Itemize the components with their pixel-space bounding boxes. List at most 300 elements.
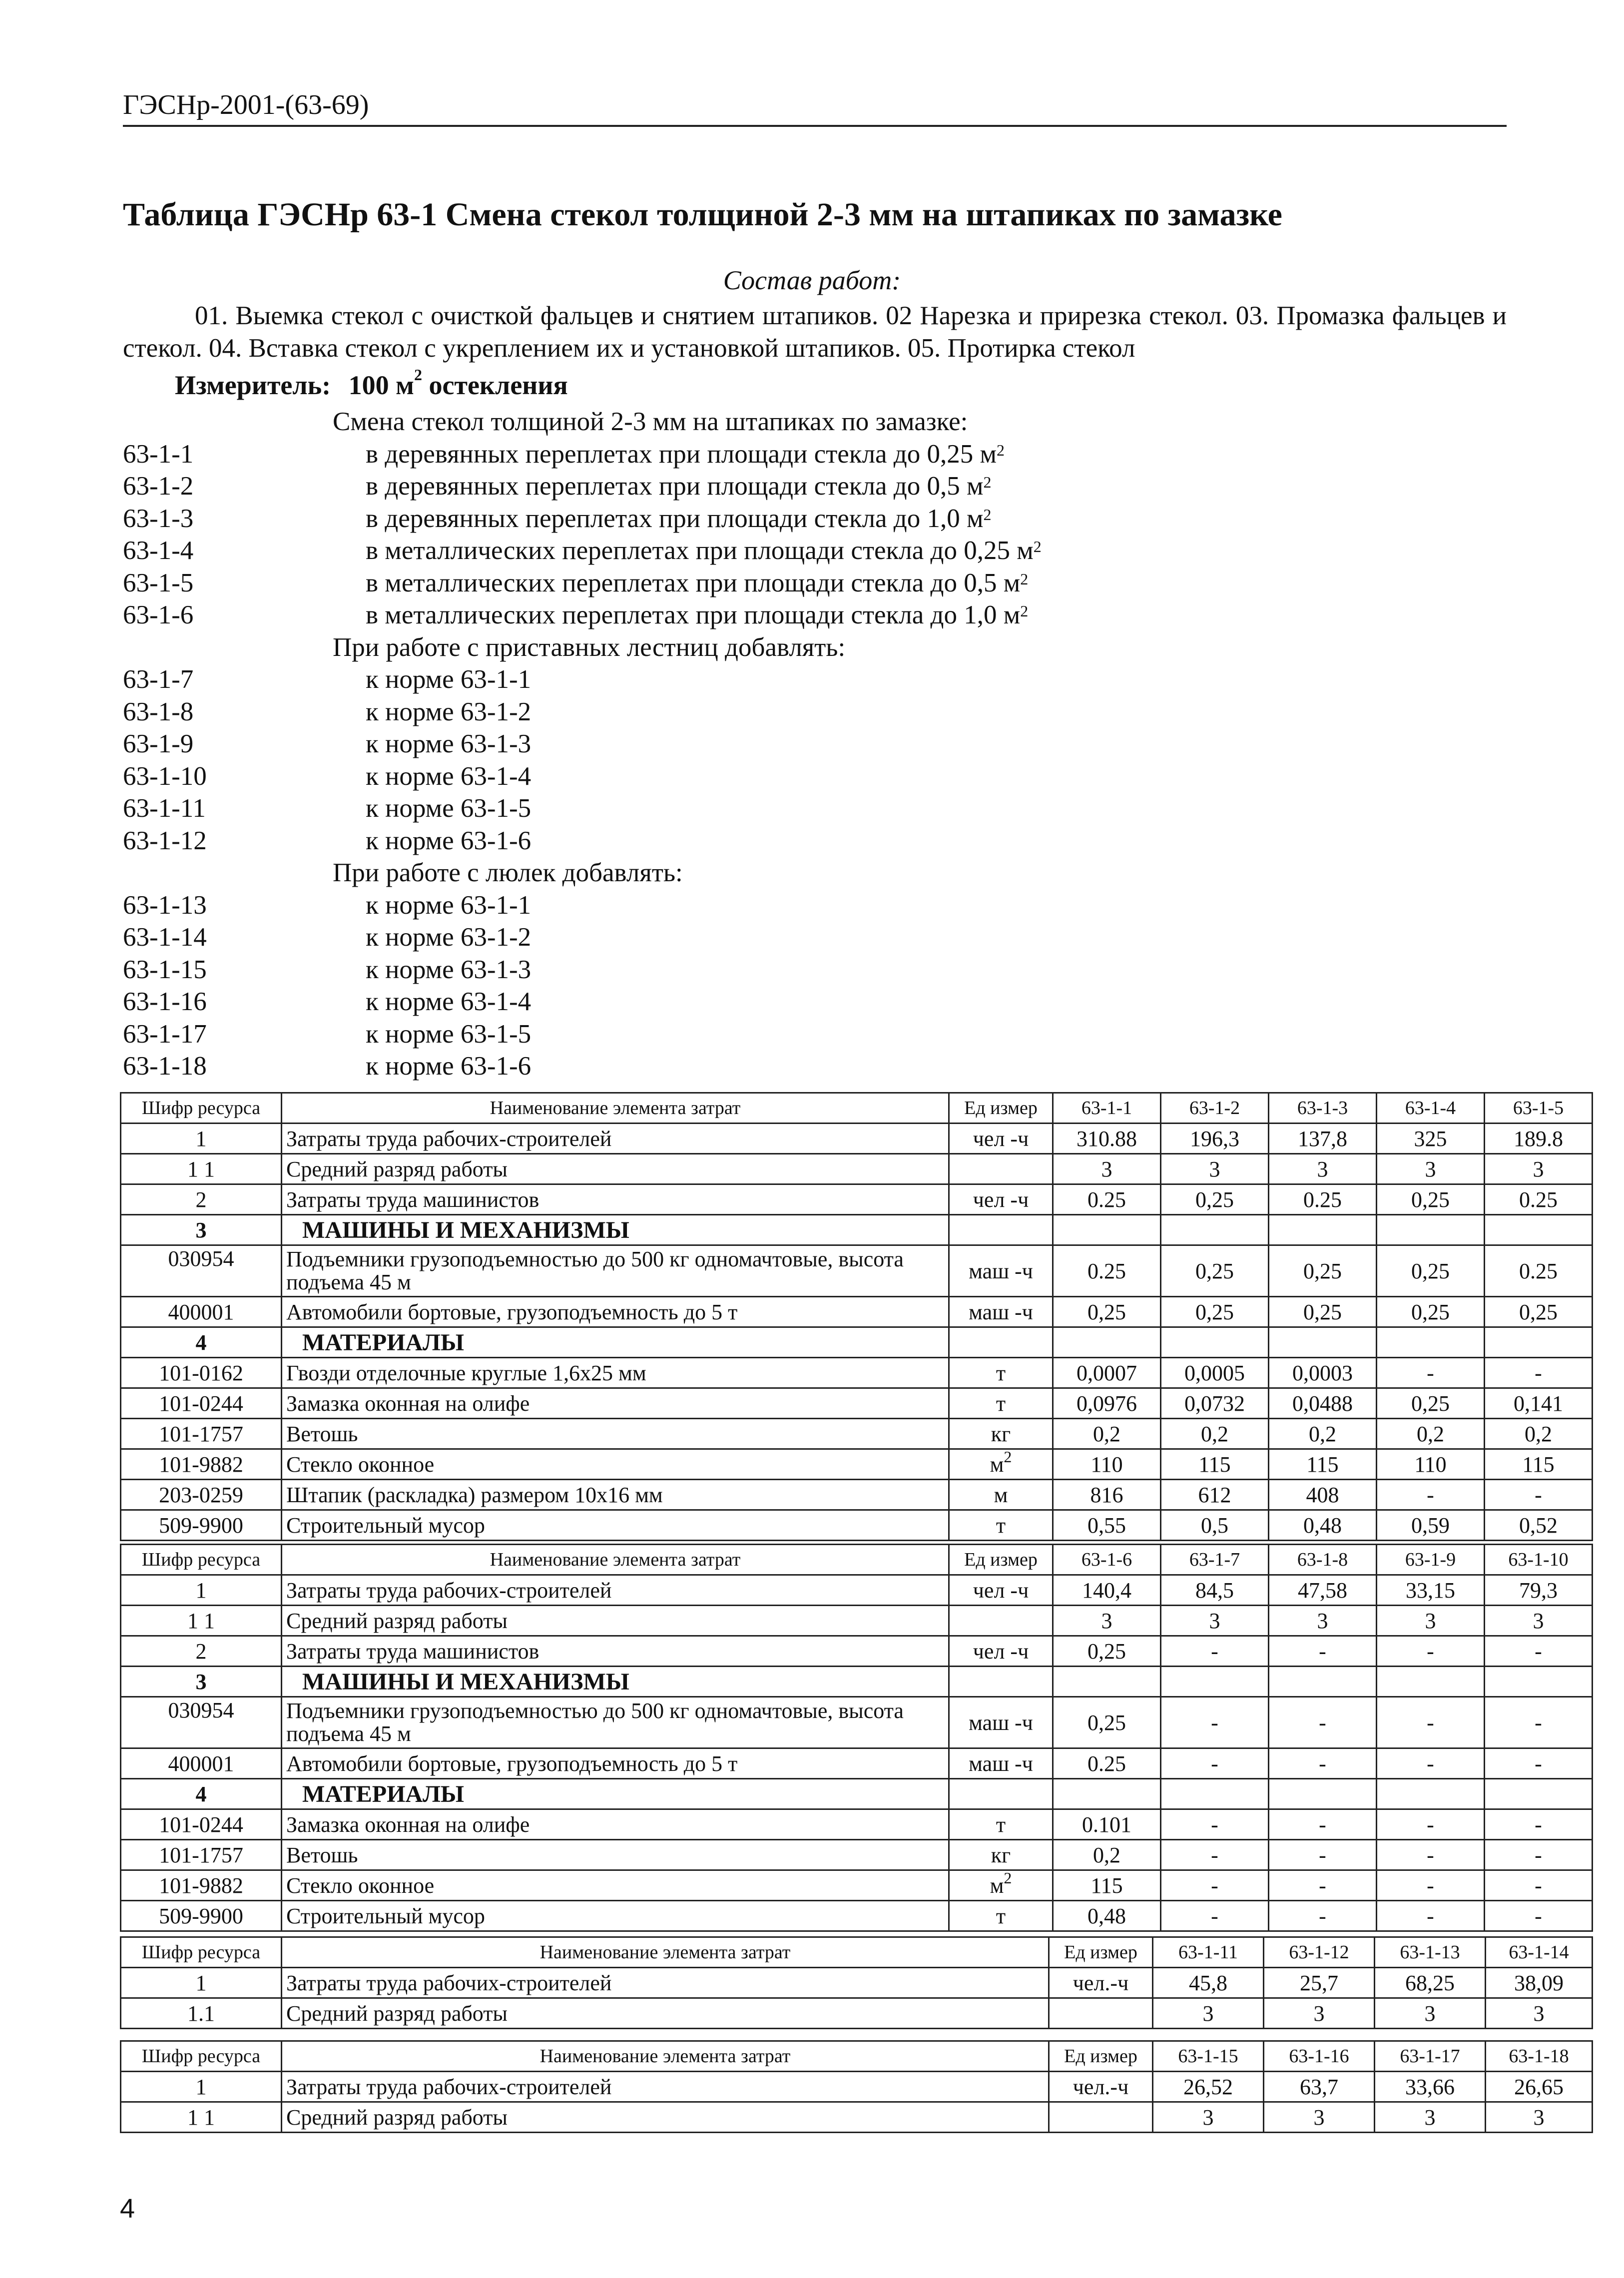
norm-description-text: к норме 63-1-1 bbox=[366, 890, 532, 920]
norm-value: 0,25 bbox=[1377, 1388, 1485, 1419]
resource-unit bbox=[1049, 2102, 1153, 2133]
norm-value: 0,25 bbox=[1161, 1184, 1269, 1215]
norm-description bbox=[366, 567, 1028, 599]
norm-item bbox=[123, 792, 1507, 825]
norm-value: 0,141 bbox=[1485, 1388, 1593, 1419]
norm-value: 0.25 bbox=[1485, 1184, 1593, 1215]
resource-name: МАТЕРИАЛЫ bbox=[282, 1779, 949, 1809]
norm-code: 63-1-9 bbox=[123, 729, 194, 758]
norm-description bbox=[366, 792, 531, 825]
resource-name: Замазка оконная на олифе bbox=[282, 1388, 949, 1419]
norm-value: 0,0005 bbox=[1161, 1358, 1269, 1388]
resource-unit bbox=[949, 1419, 1053, 1449]
norm-description bbox=[366, 503, 992, 535]
norm-value bbox=[1269, 1327, 1377, 1358]
resource-unit-text: чел -ч bbox=[973, 1639, 1029, 1664]
column-header: Шифр ресурса bbox=[121, 1545, 282, 1575]
column-header: 63-1-10 bbox=[1485, 1545, 1593, 1575]
norm-value: 0,2 bbox=[1053, 1840, 1161, 1870]
norm-description-text: к норме 63-1-5 bbox=[366, 794, 532, 823]
resource-unit bbox=[949, 1667, 1053, 1697]
norm-description bbox=[366, 921, 531, 954]
norm-code: 63-1-7 bbox=[123, 665, 194, 694]
norm-value: 84,5 bbox=[1161, 1575, 1269, 1606]
norm-value bbox=[1269, 1667, 1377, 1697]
resource-code: 3 bbox=[121, 1667, 282, 1697]
norm-value: 325 bbox=[1377, 1124, 1485, 1154]
norm-value: 0.25 bbox=[1053, 1184, 1161, 1215]
norm-item bbox=[123, 889, 1507, 922]
norm-value: 0,2 bbox=[1161, 1419, 1269, 1449]
norm-value: 0.25 bbox=[1269, 1184, 1377, 1215]
norm-description bbox=[366, 1050, 531, 1083]
resource-unit-text: маш -ч bbox=[969, 1299, 1033, 1324]
column-header: Ед измер bbox=[949, 1545, 1053, 1575]
resource-code: 030954 bbox=[121, 1245, 282, 1297]
resource-code: 101-9882 bbox=[121, 1449, 282, 1480]
norm-value: - bbox=[1485, 1697, 1593, 1748]
norm-value: 0,48 bbox=[1269, 1510, 1377, 1541]
norm-value: - bbox=[1161, 1697, 1269, 1748]
norm-value: 3 bbox=[1485, 1606, 1593, 1636]
table-row bbox=[121, 2102, 1593, 2133]
norm-value bbox=[1161, 1779, 1269, 1809]
norm-description-text: к норме 63-1-4 bbox=[366, 987, 532, 1016]
resource-name: Автомобили бортовые, грузоподъемность до 5 т bbox=[282, 1297, 949, 1327]
norm-value: - bbox=[1377, 1480, 1485, 1510]
resource-unit bbox=[949, 1809, 1053, 1840]
column-header: 63-1-4 bbox=[1377, 1093, 1485, 1124]
norm-value: 0,59 bbox=[1377, 1510, 1485, 1541]
norm-value: 3 bbox=[1377, 1606, 1485, 1636]
norm-value: - bbox=[1269, 1697, 1377, 1748]
column-header: Ед измер bbox=[1049, 2041, 1153, 2072]
norm-item bbox=[123, 696, 1507, 728]
column-header: Наименование элемента затрат bbox=[282, 2041, 1049, 2072]
document-code: ГЭСНр-2001-(63-69) bbox=[123, 89, 369, 120]
norm-value bbox=[1053, 1779, 1161, 1809]
norm-value: 68,25 bbox=[1375, 1968, 1486, 1998]
norm-code: 63-1-6 bbox=[123, 600, 194, 629]
resource-name: Ветошь bbox=[282, 1419, 949, 1449]
column-header: Наименование элемента затрат bbox=[282, 1093, 949, 1124]
table-row bbox=[121, 1968, 1593, 1998]
norm-code: 63-1-1 bbox=[123, 439, 194, 469]
resource-unit bbox=[949, 1124, 1053, 1154]
norm-value: 0,25 bbox=[1269, 1297, 1377, 1327]
resource-unit-text: т bbox=[996, 1360, 1006, 1385]
norm-value: - bbox=[1269, 1748, 1377, 1779]
document-header bbox=[123, 89, 1507, 127]
norm-value: - bbox=[1377, 1636, 1485, 1667]
table-header-row bbox=[121, 1545, 1593, 1575]
resource-unit bbox=[949, 1154, 1053, 1184]
resource-unit-sup: 2 bbox=[1004, 1870, 1012, 1887]
norm-description-text: к норме 63-1-3 bbox=[366, 729, 532, 758]
norm-value: 0,25 bbox=[1053, 1697, 1161, 1748]
norm-value: 0,52 bbox=[1485, 1510, 1593, 1541]
resource-unit bbox=[949, 1901, 1053, 1931]
resource-code: 1 bbox=[121, 1575, 282, 1606]
resource-code: 4 bbox=[121, 1327, 282, 1358]
norm-value: 0,25 bbox=[1053, 1297, 1161, 1327]
column-header: 63-1-2 bbox=[1161, 1093, 1269, 1124]
norm-description-sup: 2 bbox=[983, 473, 992, 491]
norm-value: 33,66 bbox=[1375, 2072, 1486, 2102]
norm-value: 0,25 bbox=[1377, 1297, 1485, 1327]
norm-group-title bbox=[123, 631, 1507, 664]
norm-value: - bbox=[1269, 1870, 1377, 1901]
table-row bbox=[121, 1215, 1593, 1245]
resource-unit bbox=[949, 1480, 1053, 1510]
resource-code: 101-0244 bbox=[121, 1388, 282, 1419]
resource-name: Ветошь bbox=[282, 1840, 949, 1870]
norm-value: - bbox=[1485, 1901, 1593, 1931]
norm-value bbox=[1161, 1215, 1269, 1245]
norm-description bbox=[366, 889, 531, 922]
norm-value: - bbox=[1269, 1840, 1377, 1870]
table-row bbox=[121, 1245, 1593, 1297]
norm-description bbox=[366, 825, 531, 857]
resource-name: Подъемники грузоподъемностью до 500 кг одномачтовые, высота подъема 45 м bbox=[282, 1245, 949, 1297]
norm-value: 0,2 bbox=[1053, 1419, 1161, 1449]
norm-value: 110 bbox=[1377, 1449, 1485, 1480]
resource-unit-text: м bbox=[994, 1482, 1008, 1507]
norm-value: 0,25 bbox=[1485, 1297, 1593, 1327]
column-header: Ед измер bbox=[949, 1093, 1053, 1124]
norm-value: - bbox=[1161, 1636, 1269, 1667]
norm-description-sup: 2 bbox=[1020, 602, 1029, 620]
table-row bbox=[121, 1636, 1593, 1667]
norm-item bbox=[123, 567, 1507, 599]
norm-description-text: в деревянных переплетах при площади стекла до 0,25 м bbox=[366, 439, 997, 469]
column-header: 63-1-8 bbox=[1269, 1545, 1377, 1575]
resource-name: МАШИНЫ И МЕХАНИЗМЫ bbox=[282, 1215, 949, 1245]
norm-value: 45,8 bbox=[1153, 1968, 1264, 1998]
resource-code: 030954 bbox=[121, 1697, 282, 1748]
norm-value: 310.88 bbox=[1053, 1124, 1161, 1154]
norm-value: - bbox=[1377, 1748, 1485, 1779]
norm-value: 0,2 bbox=[1377, 1419, 1485, 1449]
resource-unit-text: кг bbox=[991, 1842, 1011, 1867]
norm-value: 612 bbox=[1161, 1480, 1269, 1510]
norm-value: 0,0007 bbox=[1053, 1358, 1161, 1388]
column-header: Ед измер bbox=[1049, 1937, 1153, 1968]
norm-value: - bbox=[1377, 1809, 1485, 1840]
resource-code: 101-1757 bbox=[121, 1419, 282, 1449]
table-row bbox=[121, 1840, 1593, 1870]
resource-unit bbox=[1049, 2072, 1153, 2102]
norm-value: - bbox=[1485, 1870, 1593, 1901]
norm-value: 115 bbox=[1161, 1449, 1269, 1480]
column-header: 63-1-9 bbox=[1377, 1545, 1485, 1575]
norm-value: 408 bbox=[1269, 1480, 1377, 1510]
norm-description-text: в деревянных переплетах при площади стекла до 0,5 м bbox=[366, 472, 984, 501]
resource-unit bbox=[949, 1215, 1053, 1245]
column-header: 63-1-17 bbox=[1375, 2041, 1486, 2072]
resource-code: 1 1 bbox=[121, 1606, 282, 1636]
norm-value: 0,25 bbox=[1053, 1636, 1161, 1667]
resource-table bbox=[120, 1936, 1593, 2029]
resource-code: 1 1 bbox=[121, 1154, 282, 1184]
norm-description bbox=[366, 470, 992, 503]
norm-value bbox=[1053, 1667, 1161, 1697]
table-row bbox=[121, 1606, 1593, 1636]
measure-suffix: остекления bbox=[422, 370, 568, 400]
resource-unit bbox=[949, 1449, 1053, 1480]
resource-unit bbox=[949, 1245, 1053, 1297]
norm-group-label: При работе с приставных лестниц добавлять: bbox=[333, 632, 846, 662]
column-header: 63-1-3 bbox=[1269, 1093, 1377, 1124]
norm-code: 63-1-15 bbox=[123, 955, 207, 984]
resource-unit-text: т bbox=[996, 1903, 1006, 1928]
norm-value: - bbox=[1377, 1358, 1485, 1388]
norm-value: 110 bbox=[1053, 1449, 1161, 1480]
norm-description-text: к норме 63-1-6 bbox=[366, 1052, 532, 1081]
norm-value: - bbox=[1485, 1358, 1593, 1388]
table-row bbox=[121, 1697, 1593, 1748]
table-header-row bbox=[121, 1093, 1593, 1124]
resource-code: 1 1 bbox=[121, 2102, 282, 2133]
resource-unit bbox=[949, 1748, 1053, 1779]
norm-item bbox=[123, 438, 1507, 471]
norm-group-label: Смена стекол толщиной 2-3 мм на штапиках по замазке: bbox=[333, 407, 968, 436]
table-row bbox=[121, 1358, 1593, 1388]
resource-code: 509-9900 bbox=[121, 1510, 282, 1541]
norm-value: 0,25 bbox=[1269, 1245, 1377, 1297]
table-row bbox=[121, 1779, 1593, 1809]
norm-value: 189.8 bbox=[1485, 1124, 1593, 1154]
resource-name: Средний разряд работы bbox=[282, 1606, 949, 1636]
resource-name: Замазка оконная на олифе bbox=[282, 1809, 949, 1840]
norm-value bbox=[1377, 1779, 1485, 1809]
norm-value: 0,0488 bbox=[1269, 1388, 1377, 1419]
resource-code: 101-0162 bbox=[121, 1358, 282, 1388]
resource-name: Штапик (раскладка) размером 10х16 мм bbox=[282, 1480, 949, 1510]
resource-unit bbox=[949, 1636, 1053, 1667]
norm-value: 0,25 bbox=[1161, 1245, 1269, 1297]
measure-value: 100 м bbox=[348, 370, 414, 400]
column-header: 63-1-1 bbox=[1053, 1093, 1161, 1124]
norm-code: 63-1-17 bbox=[123, 1019, 207, 1049]
norm-code: 63-1-18 bbox=[123, 1052, 207, 1081]
table-row bbox=[121, 1388, 1593, 1419]
table-row bbox=[121, 1809, 1593, 1840]
resource-unit bbox=[949, 1575, 1053, 1606]
measure-sup: 2 bbox=[414, 366, 422, 384]
resource-unit bbox=[949, 1870, 1053, 1901]
norm-value: 79,3 bbox=[1485, 1575, 1593, 1606]
norm-value: 0,25 bbox=[1161, 1297, 1269, 1327]
norm-code: 63-1-11 bbox=[123, 794, 206, 823]
resource-unit bbox=[949, 1697, 1053, 1748]
resource-unit bbox=[949, 1779, 1053, 1809]
norm-value: - bbox=[1377, 1870, 1485, 1901]
resource-code: 1.1 bbox=[121, 1998, 282, 2029]
norm-code: 63-1-2 bbox=[123, 472, 194, 501]
norm-value: - bbox=[1377, 1901, 1485, 1931]
table-row bbox=[121, 1449, 1593, 1480]
norm-value bbox=[1377, 1667, 1485, 1697]
norm-value: 3 bbox=[1486, 1998, 1593, 2029]
resource-name: Затраты труда рабочих-строителей bbox=[282, 2072, 1049, 2102]
resource-unit-text: чел.-ч bbox=[1073, 1970, 1129, 1995]
norm-description bbox=[366, 728, 531, 760]
resource-code: 400001 bbox=[121, 1297, 282, 1327]
norm-value bbox=[1485, 1327, 1593, 1358]
column-header: 63-1-16 bbox=[1264, 2041, 1375, 2072]
norm-value: - bbox=[1161, 1870, 1269, 1901]
resource-code: 3 bbox=[121, 1215, 282, 1245]
norm-value bbox=[1269, 1215, 1377, 1245]
table-row bbox=[121, 1575, 1593, 1606]
norm-item bbox=[123, 921, 1507, 954]
resource-code: 4 bbox=[121, 1779, 282, 1809]
norm-item bbox=[123, 728, 1507, 760]
column-header: 63-1-7 bbox=[1161, 1545, 1269, 1575]
table-row bbox=[121, 1748, 1593, 1779]
resource-unit-text: маш -ч bbox=[969, 1710, 1033, 1735]
resource-name: МАШИНЫ И МЕХАНИЗМЫ bbox=[282, 1667, 949, 1697]
table-row bbox=[121, 1154, 1593, 1184]
resource-code: 101-9882 bbox=[121, 1870, 282, 1901]
norm-value: 3 bbox=[1153, 1998, 1264, 2029]
resource-unit-text: т bbox=[996, 1812, 1006, 1837]
norm-value: 0,0732 bbox=[1161, 1388, 1269, 1419]
column-header: Наименование элемента затрат bbox=[282, 1937, 1049, 1968]
norm-code: 63-1-5 bbox=[123, 568, 194, 597]
norm-value: 0,2 bbox=[1269, 1419, 1377, 1449]
resource-unit-text: кг bbox=[991, 1421, 1011, 1446]
table-row bbox=[121, 1419, 1593, 1449]
norm-value: 0.101 bbox=[1053, 1809, 1161, 1840]
resource-name: Средний разряд работы bbox=[282, 1998, 1049, 2029]
norm-description-text: к норме 63-1-3 bbox=[366, 955, 532, 984]
resource-table bbox=[120, 2040, 1593, 2133]
norm-value: 816 bbox=[1053, 1480, 1161, 1510]
resource-name: Строительный мусор bbox=[282, 1510, 949, 1541]
resource-table bbox=[120, 1544, 1593, 1932]
norm-value: 33,15 bbox=[1377, 1575, 1485, 1606]
column-header: 63-1-14 bbox=[1486, 1937, 1593, 1968]
resource-code: 400001 bbox=[121, 1748, 282, 1779]
norm-group-label: При работе с люлек добавлять: bbox=[333, 858, 683, 887]
composition-heading: Состав работ: bbox=[723, 265, 901, 295]
resource-unit-text: маш -ч bbox=[969, 1751, 1033, 1776]
table-row bbox=[121, 1667, 1593, 1697]
norm-item bbox=[123, 470, 1507, 503]
table-row bbox=[121, 2072, 1593, 2102]
column-header: 63-1-5 bbox=[1485, 1093, 1593, 1124]
resource-name: Средний разряд работы bbox=[282, 2102, 1049, 2133]
table-row bbox=[121, 1998, 1593, 2029]
measure-line bbox=[175, 366, 568, 401]
norm-code: 63-1-4 bbox=[123, 536, 194, 565]
norm-code: 63-1-10 bbox=[123, 761, 207, 791]
norm-description-text: к норме 63-1-5 bbox=[366, 1019, 532, 1049]
resource-name: Подъемники грузоподъемностью до 500 кг одномачтовые, высота подъема 45 м bbox=[282, 1697, 949, 1748]
norm-value: 0.25 bbox=[1053, 1245, 1161, 1297]
norm-description-text: к норме 63-1-4 bbox=[366, 761, 532, 791]
resource-unit bbox=[1049, 1968, 1153, 1998]
table-row bbox=[121, 1901, 1593, 1931]
resource-unit bbox=[949, 1388, 1053, 1419]
norm-value: 63,7 bbox=[1264, 2072, 1375, 2102]
norm-value: 137,8 bbox=[1269, 1124, 1377, 1154]
norm-code: 63-1-13 bbox=[123, 890, 207, 920]
resource-unit bbox=[949, 1297, 1053, 1327]
norm-value: 115 bbox=[1269, 1449, 1377, 1480]
resource-unit-text: чел -ч bbox=[973, 1578, 1029, 1603]
norm-value: 196,3 bbox=[1161, 1124, 1269, 1154]
norm-value: - bbox=[1377, 1697, 1485, 1748]
resource-name: Стекло оконное bbox=[282, 1870, 949, 1901]
norm-value: 47,58 bbox=[1269, 1575, 1377, 1606]
norm-description bbox=[366, 954, 531, 986]
resource-name: Средний разряд работы bbox=[282, 1154, 949, 1184]
norm-value: 3 bbox=[1269, 1606, 1377, 1636]
norm-description bbox=[366, 438, 1005, 471]
norm-code: 63-1-14 bbox=[123, 923, 207, 952]
resource-unit-text: маш -ч bbox=[969, 1258, 1033, 1283]
norm-value: - bbox=[1485, 1809, 1593, 1840]
table-row bbox=[121, 1510, 1593, 1541]
table-row bbox=[121, 1124, 1593, 1154]
norm-value bbox=[1269, 1779, 1377, 1809]
norm-value: 26,65 bbox=[1486, 2072, 1593, 2102]
composition-text: 01. Выемка стекол с очисткой фальцев и снятием штапиков. 02 Нарезка и прирезка стекол. 03. Промазка фальцев и стекол. 04. Вставка стекол с укреплением их и установкой штапиков. 05. Протирка стекол bbox=[123, 301, 1507, 363]
norm-value: 115 bbox=[1053, 1870, 1161, 1901]
norm-value: 0,25 bbox=[1377, 1245, 1485, 1297]
norm-code: 63-1-3 bbox=[123, 504, 194, 533]
column-header: 63-1-15 bbox=[1153, 2041, 1264, 2072]
norms-list bbox=[123, 406, 1507, 1083]
norm-value: 0,0976 bbox=[1053, 1388, 1161, 1419]
norm-value bbox=[1161, 1327, 1269, 1358]
norm-value: - bbox=[1485, 1840, 1593, 1870]
resource-name: Затраты труда рабочих-строителей bbox=[282, 1124, 949, 1154]
resource-unit-text: чел -ч bbox=[973, 1126, 1029, 1151]
resource-unit-text: чел.-ч bbox=[1073, 2074, 1129, 2099]
norm-value: - bbox=[1161, 1809, 1269, 1840]
table-header-row bbox=[121, 2041, 1593, 2072]
norm-code: 63-1-16 bbox=[123, 987, 207, 1016]
norm-value: 140,4 bbox=[1053, 1575, 1161, 1606]
norm-value: 3 bbox=[1375, 1998, 1486, 2029]
resource-name: Затраты труда рабочих-строителей bbox=[282, 1575, 949, 1606]
resource-code: 2 bbox=[121, 1184, 282, 1215]
norm-value: 3 bbox=[1161, 1154, 1269, 1184]
resource-unit bbox=[949, 1184, 1053, 1215]
norm-value: 3 bbox=[1161, 1606, 1269, 1636]
norm-item bbox=[123, 599, 1507, 631]
table-row bbox=[121, 1184, 1593, 1215]
norm-value: 25,7 bbox=[1264, 1968, 1375, 1998]
resource-code: 1 bbox=[121, 1968, 282, 1998]
norm-description-text: в металлических переплетах при площади стекла до 0,25 м bbox=[366, 536, 1034, 565]
norm-value: - bbox=[1161, 1748, 1269, 1779]
resource-unit bbox=[949, 1840, 1053, 1870]
norm-description bbox=[366, 663, 531, 696]
norm-value: - bbox=[1485, 1480, 1593, 1510]
norm-item bbox=[123, 503, 1507, 535]
resource-unit-text: т bbox=[996, 1513, 1006, 1538]
norm-value: 0,25 bbox=[1377, 1184, 1485, 1215]
table-row bbox=[121, 1327, 1593, 1358]
norm-value bbox=[1053, 1327, 1161, 1358]
resource-unit bbox=[949, 1358, 1053, 1388]
norm-item bbox=[123, 954, 1507, 986]
